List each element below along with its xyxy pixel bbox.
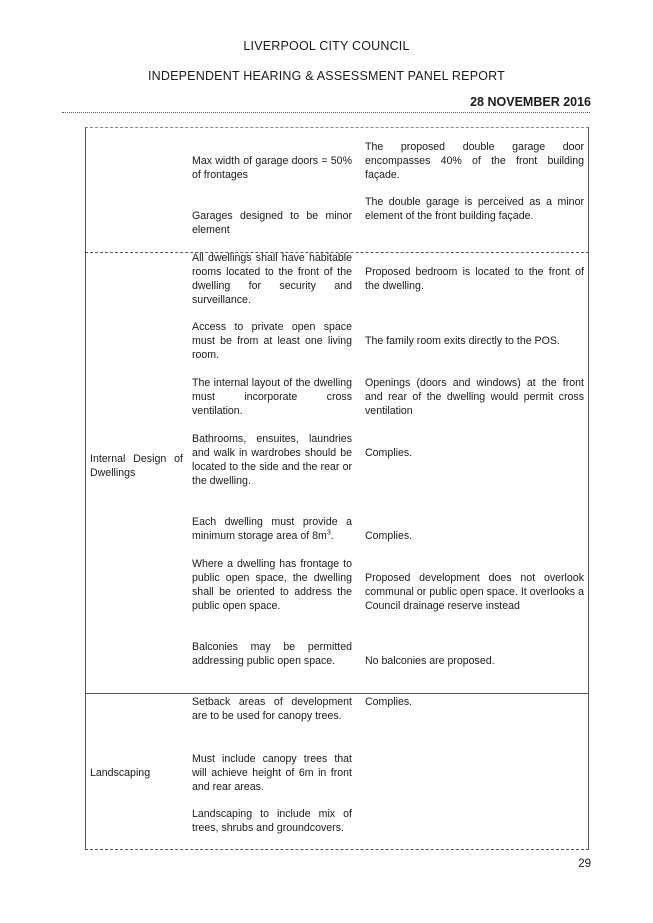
comment-text: Openings (doors and windows) at the front and rear of the dwelling would permit cross ventilation — [365, 377, 584, 417]
comment-text: No balconies are proposed. — [365, 655, 495, 667]
category-label-internal-design: Internal Design of Dwellings — [90, 453, 183, 479]
control-text: Garages designed to be minor element — [192, 210, 352, 236]
control-text: Access to private open space must be from at least one living room. — [192, 321, 352, 361]
header-rule — [62, 112, 590, 113]
comment-text: The proposed double garage door encompasses 40% of the front building façade. — [365, 141, 584, 181]
table-bottom-border — [85, 849, 589, 850]
comment-text: Proposed bedroom is located to the front of the dwelling. — [365, 266, 584, 292]
section-divider — [85, 693, 589, 694]
table-left-border — [85, 127, 86, 850]
control-text: Landscaping to include mix of trees, shrubs and groundcovers. — [192, 808, 352, 834]
control-text: Max width of garage doors = 50% of frontages — [192, 155, 352, 181]
control-text: Must include canopy trees that will achieve height of 6m in front and rear areas. — [192, 753, 352, 793]
comment-text: The family room exits directly to the POS. — [365, 335, 560, 347]
report-title: INDEPENDENT HEARING & ASSESSMENT PANEL REPORT — [147, 69, 505, 83]
control-text: All dwellings shall have habitable rooms located to the front of the dwelling for security and surveillance. — [192, 252, 352, 306]
comment-text: Complies. — [365, 530, 413, 542]
control-text: Setback areas of development are to be used for canopy trees. — [192, 696, 352, 722]
control-text: Balconies may be permitted addressing public open space. — [192, 641, 352, 667]
control-text: Each dwelling must provide a minimum storage area of $8m^3$. — [192, 516, 352, 542]
comment-text: Proposed development does not overlook communal or public open space. It overlooks a Council drainage reserve instead — [365, 572, 584, 612]
category-label-landscaping: Landscaping — [90, 767, 151, 779]
report-date: 28 NOVEMBER 2016 — [470, 95, 591, 109]
control-text: The internal layout of the dwelling must incorporate cross ventilation. — [192, 377, 352, 417]
control-text: Where a dwelling has frontage to public open space, the dwelling shall be oriented to address the public open space. — [192, 558, 352, 612]
comment-text: Complies. — [365, 447, 413, 459]
table-right-border — [588, 127, 589, 850]
council-name: LIVERPOOL CITY COUNCIL — [243, 39, 410, 53]
control-text: Bathrooms, ensuites, laundries and walk in wardrobes should be located to the side and the rear or the dwelling. — [192, 433, 352, 487]
page-number: 29 — [578, 858, 591, 870]
table-top-border — [85, 127, 589, 128]
compliance-table — [85, 127, 589, 850]
comment-text: Complies. — [365, 696, 413, 708]
comment-text: The double garage is perceived as a minor element of the front building façade. — [365, 196, 584, 222]
